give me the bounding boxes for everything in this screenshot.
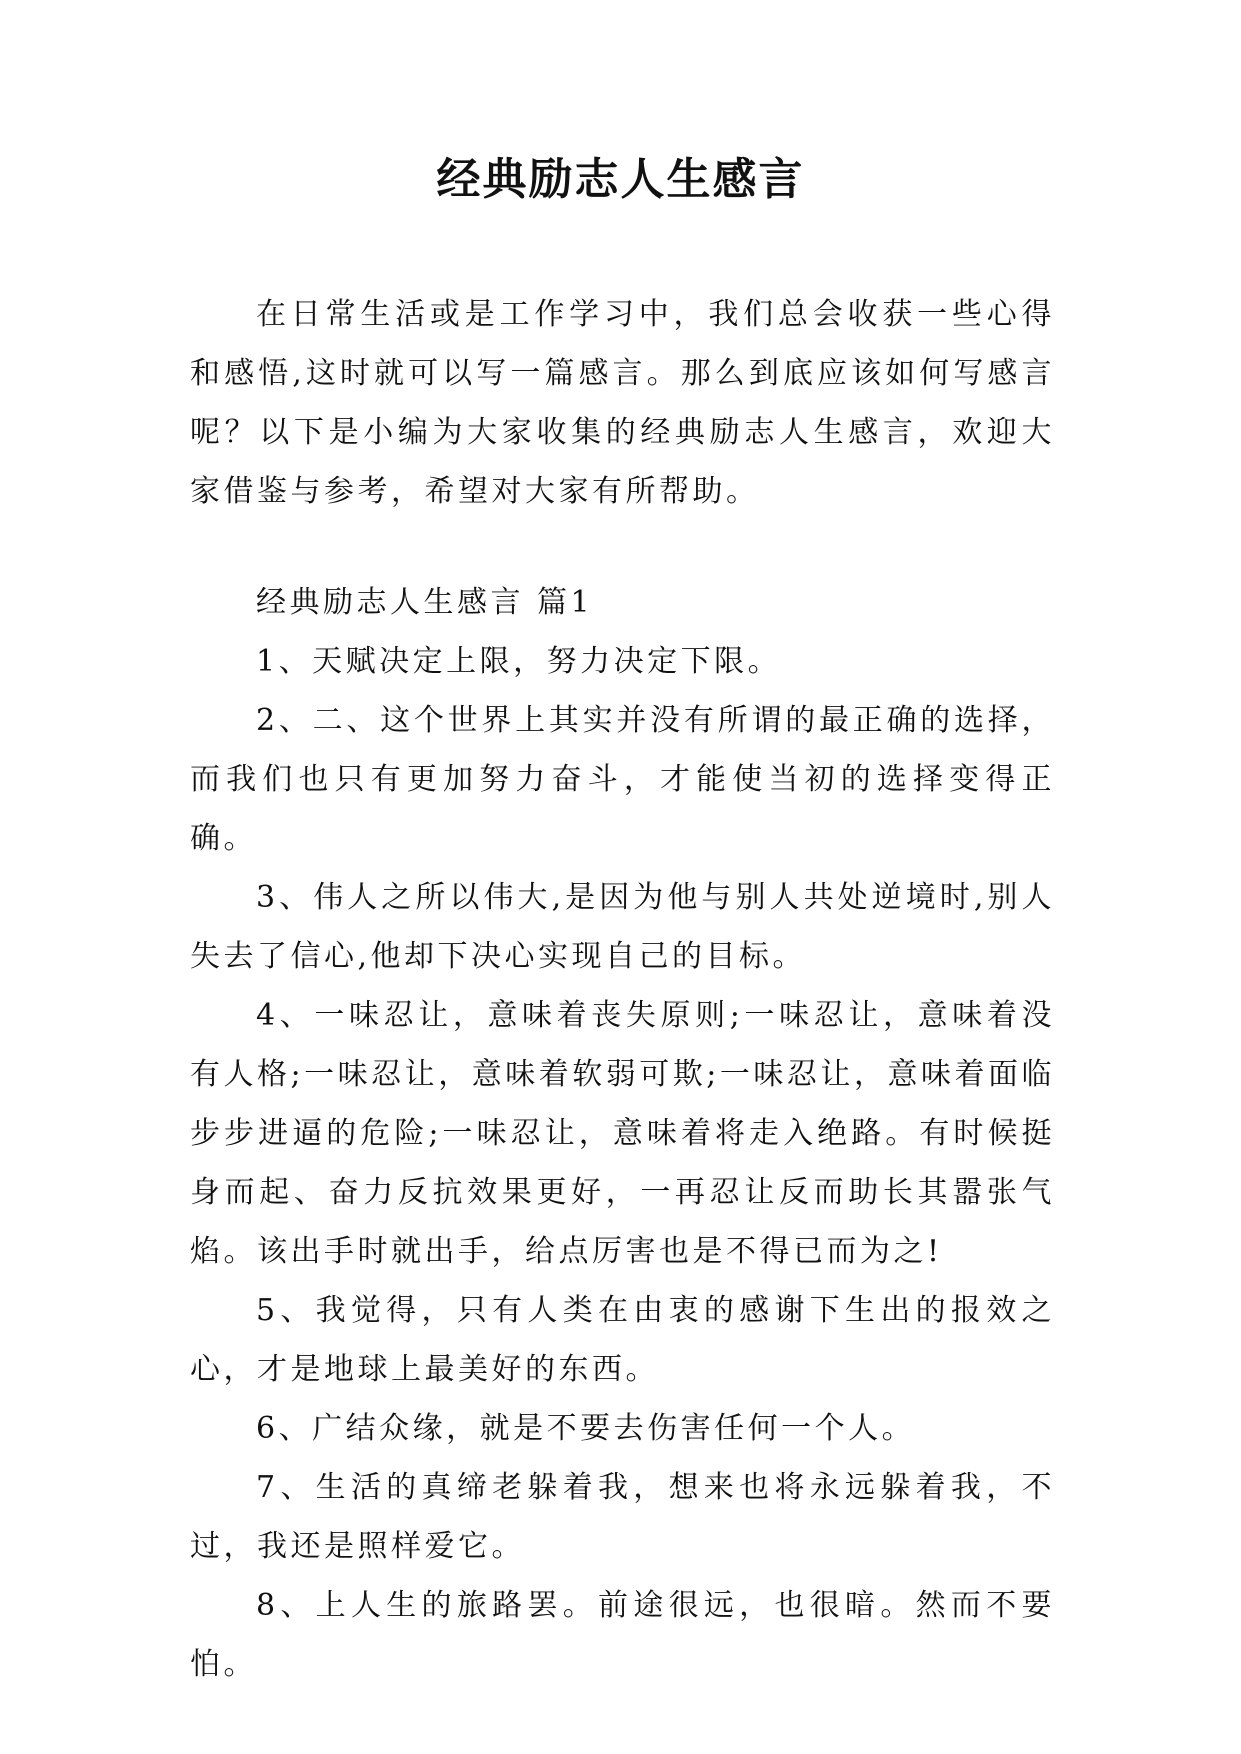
list-item: 7、生活的真缔老躲着我，想来也将永远躲着我，不过，我还是照样爱它。 [190,1470,1055,1564]
section-1 [190,573,1055,1694]
list-item: 5、我觉得，只有人类在由衷的感谢下生出的报效之心，才是地球上最美好的东西。 [190,1293,1055,1387]
list-item: 8、上人生的旅路罢。前途很远，也很暗。然而不要怕。 [190,1588,1055,1682]
list-item: 6、广结众缘，就是不要去伤害任何一个人。 [256,1411,916,1446]
document-title: 经典励志人生感言 [436,154,805,205]
intro-paragraph: 在日常生活或是工作学习中，我们总会收获一些心得和感悟,这时就可以写一篇感言。那么到底应该如何写感言呢？以下是小编为大家收集的经典励志人生感言，欢迎大家借鉴与参考，希望对大家有所帮助。 [190,297,1055,509]
list-item: 3、伟人之所以伟大,是因为他与别人共处逆境时,别人失去了信心,他却下决心实现自己的目标。 [190,880,1055,974]
list-item: 1、天赋决定上限，努力决定下限。 [256,644,782,679]
list-item: 2、二、这个世界上其实并没有所谓的最正确的选择，而我们也只有更加努力奋斗，才能使当初的选择变得正确。 [190,703,1055,856]
list-item: 4、一味忍让，意味着丧失原则;一味忍让，意味着没有人格;一味忍让，意味着软弱可欺;一味忍让，意味着面临步步进逼的危险;一味忍让，意味着将走入绝路。有时候挺身而起、奋力反抗效果更好，一再忍让反而助长其嚣张气焰。该出手时就出手，给点厉害也是不得已而为之! [190,998,1055,1269]
section-heading: 经典励志人生感言 篇1 [256,585,594,620]
